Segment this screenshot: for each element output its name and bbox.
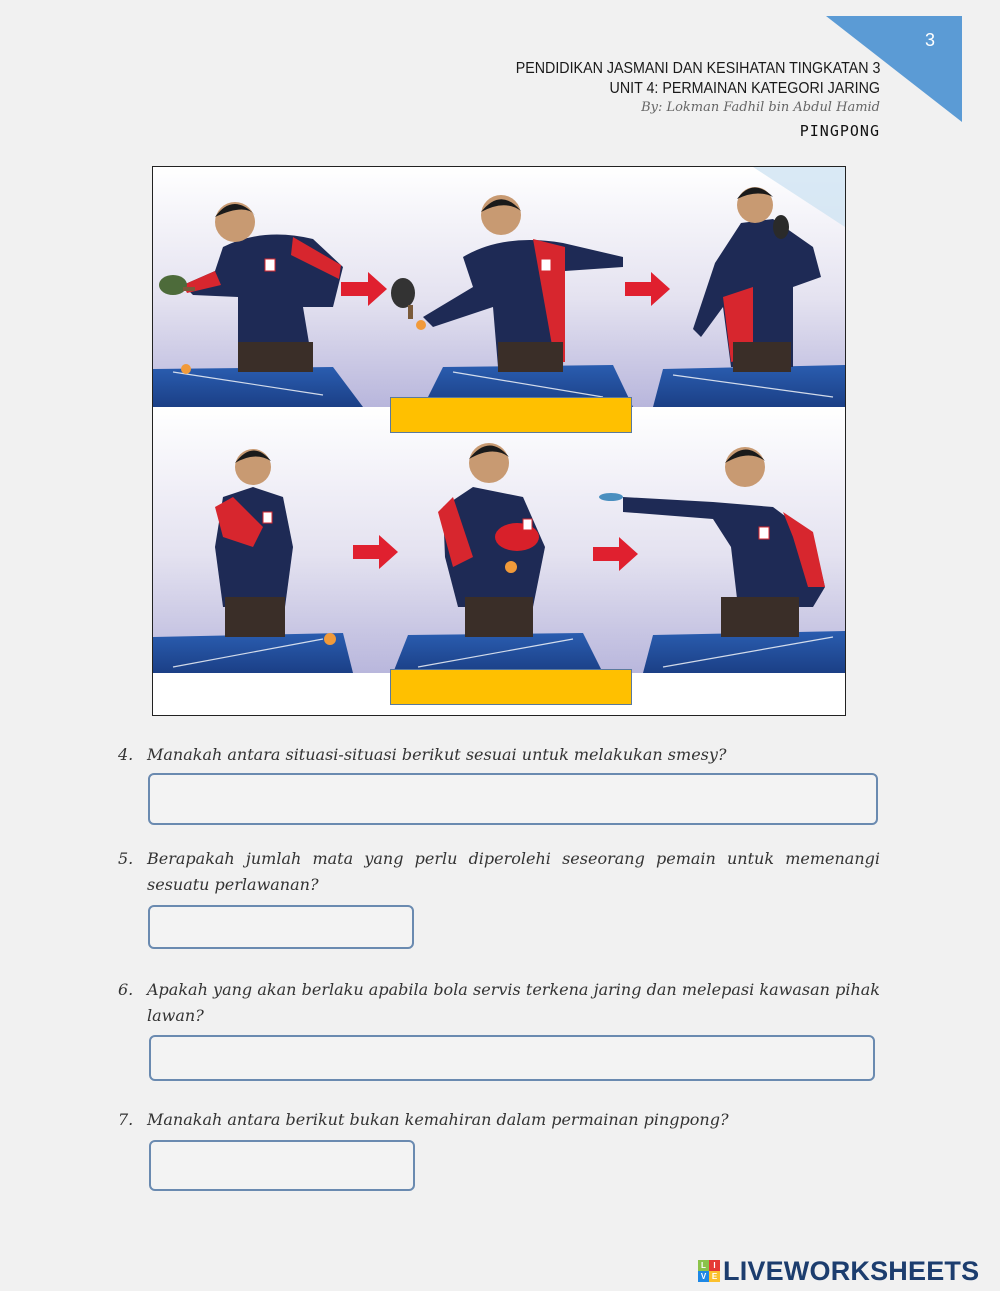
- header-author: By: Lokman Fadhil bin Abdul Hamid: [641, 100, 880, 115]
- header-unit: UNIT 4: PERMAINAN KATEGORI JARING: [609, 80, 880, 97]
- question-text: Manakah antara berikut bukan kemahiran dalam permainan pingpong?: [147, 1110, 729, 1129]
- brand-text: LIVEWORKSHEETS: [723, 1255, 980, 1286]
- header-topic: PINGPONG: [799, 122, 880, 140]
- answer-slot-row-1[interactable]: [390, 397, 632, 433]
- question-number: 5.: [118, 849, 134, 868]
- question-number: 4.: [118, 745, 134, 764]
- page-number: 3: [924, 30, 935, 50]
- question-text: Manakah antara situasi-situasi berikut sesuai untuk melakukan smesy?: [147, 745, 727, 764]
- answer-input-6[interactable]: [149, 1035, 875, 1081]
- player-pose-illustration: [153, 167, 845, 715]
- question-6: [118, 977, 880, 1029]
- liveworksheets-logo: [698, 1256, 979, 1286]
- question-5: [118, 846, 880, 898]
- answer-input-4[interactable]: [148, 773, 878, 825]
- answer-input-7[interactable]: [149, 1140, 415, 1191]
- brand-logo-icon: L I V E: [698, 1260, 720, 1282]
- question-number: 7.: [118, 1110, 134, 1129]
- answer-slot-row-2[interactable]: [390, 669, 632, 705]
- question-4: [118, 742, 880, 768]
- question-text: Berapakah jumlah mata yang perlu diperolehi seseorang pemain untuk memenangi sesuatu perlawanan?: [147, 849, 880, 894]
- question-number: 6.: [118, 980, 134, 999]
- header-subject: PENDIDIKAN JASMANI DAN KESIHATAN TINGKATAN 3: [515, 60, 880, 77]
- question-7: [118, 1107, 880, 1133]
- question-text: Apakah yang akan berlaku apabila bola servis terkena jaring dan melepasi kawasan pihak lawan?: [147, 980, 880, 1025]
- answer-input-5[interactable]: [148, 905, 414, 949]
- stroke-sequence-figure: [152, 166, 846, 716]
